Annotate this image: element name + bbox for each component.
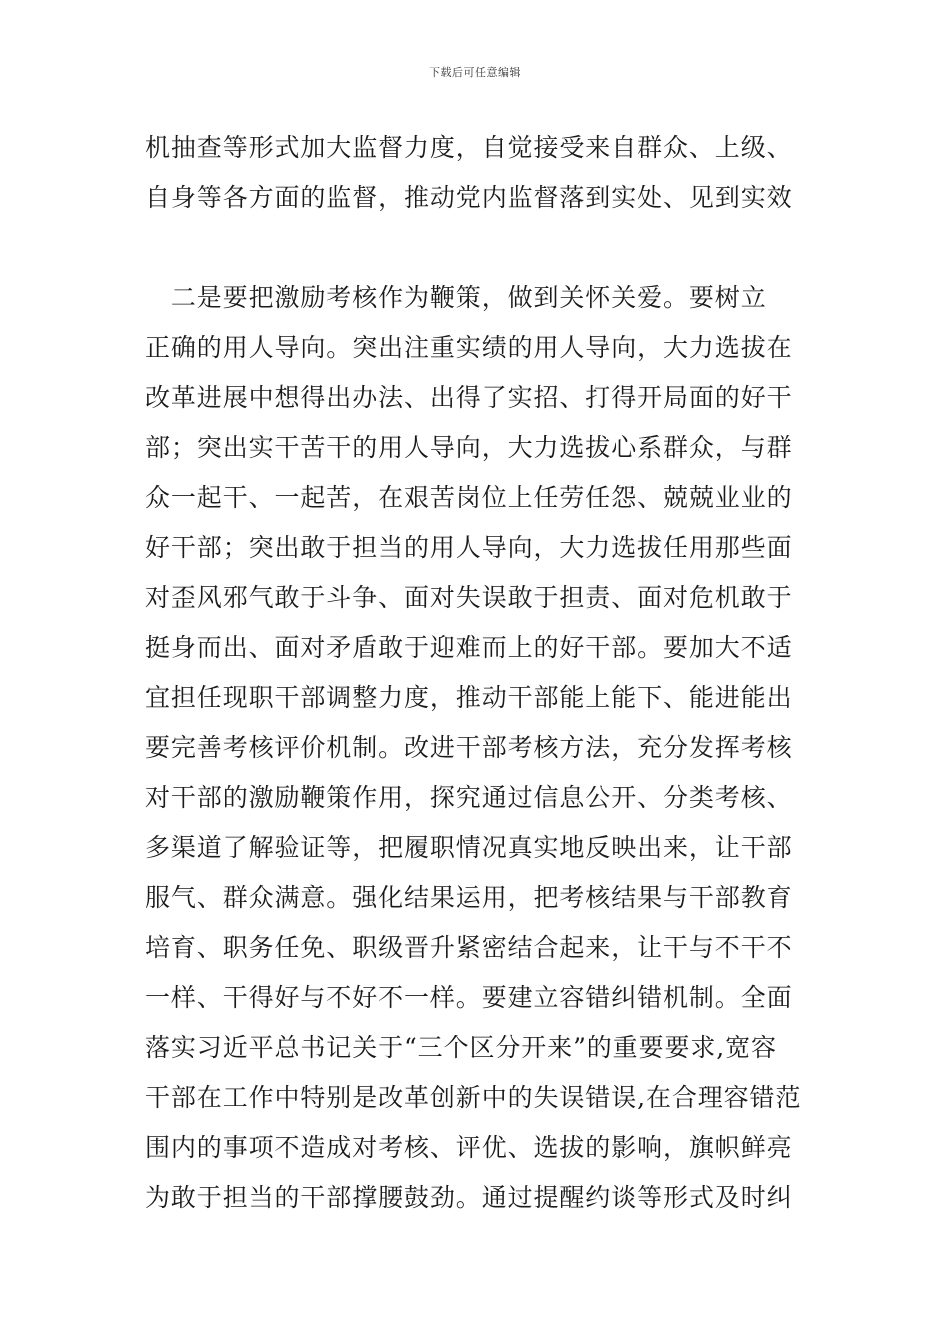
text-line: 正确的用人导向。突出注重实绩的用人导向，大力选拔在 <box>145 333 793 362</box>
text-line: 干部在工作中特别是改革创新中的失误错误,在合理容错范 <box>145 1083 802 1112</box>
text-line: 部；突出实干苦干的用人导向，大力选拔心系群众，与群 <box>145 433 793 462</box>
text-line: 服气、群众满意。强化结果运用，把考核结果与干部教育 <box>145 883 793 912</box>
text-line: 要完善考核评价机制。改进干部考核方法，充分发挥考核 <box>145 733 793 762</box>
text-line: 众一起干、一起苦，在艰苦岗位上任劳任怨、兢兢业业的 <box>145 483 793 512</box>
text-line: 宜担任现职干部调整力度，推动干部能上能下、能进能出 <box>145 683 793 712</box>
text-line: 为敢于担当的干部撑腰鼓劲。通过提醒约谈等形式及时纠 <box>145 1183 793 1212</box>
text-line: 培育、职务任免、职级晋升紧密结合起来，让干与不干不 <box>145 933 793 962</box>
text-line: 一样、干得好与不好不一样。要建立容错纠错机制。全面 <box>145 983 793 1012</box>
page-header: 下载后可任意编辑 <box>429 66 521 79</box>
text-line: 挺身而出、面对矛盾敢于迎难而上的好干部。要加大不适 <box>145 633 793 662</box>
text-line: 改革进展中想得出办法、出得了实招、打得开局面的好干 <box>145 383 793 412</box>
text-line: 多渠道了解验证等，把履职情况真实地反映出来，让干部 <box>145 833 793 862</box>
text-line: 落实习近平总书记关于“三个区分开来”的重要要求,宽容 <box>145 1033 777 1062</box>
text-line: 围内的事项不造成对考核、评优、选拔的影响，旗帜鲜亮 <box>145 1133 793 1162</box>
text-line: 好干部；突出敢于担当的用人导向，大力选拔任用那些面 <box>145 533 793 562</box>
text-line: 对歪风邪气敢于斗争、面对失误敢于担责、面对危机敢于 <box>145 583 793 612</box>
text-line: 对干部的激励鞭策作用，探究通过信息公开、分类考核、 <box>145 783 793 812</box>
text-line: 自身等各方面的监督，推动党内监督落到实处、见到实效 <box>145 183 793 212</box>
text-line: 二是要把激励考核作为鞭策，做到关怀关爱。要树立 <box>145 283 767 312</box>
text-line: 机抽查等形式加大监督力度，自觉接受来自群众、上级、 <box>145 133 793 162</box>
